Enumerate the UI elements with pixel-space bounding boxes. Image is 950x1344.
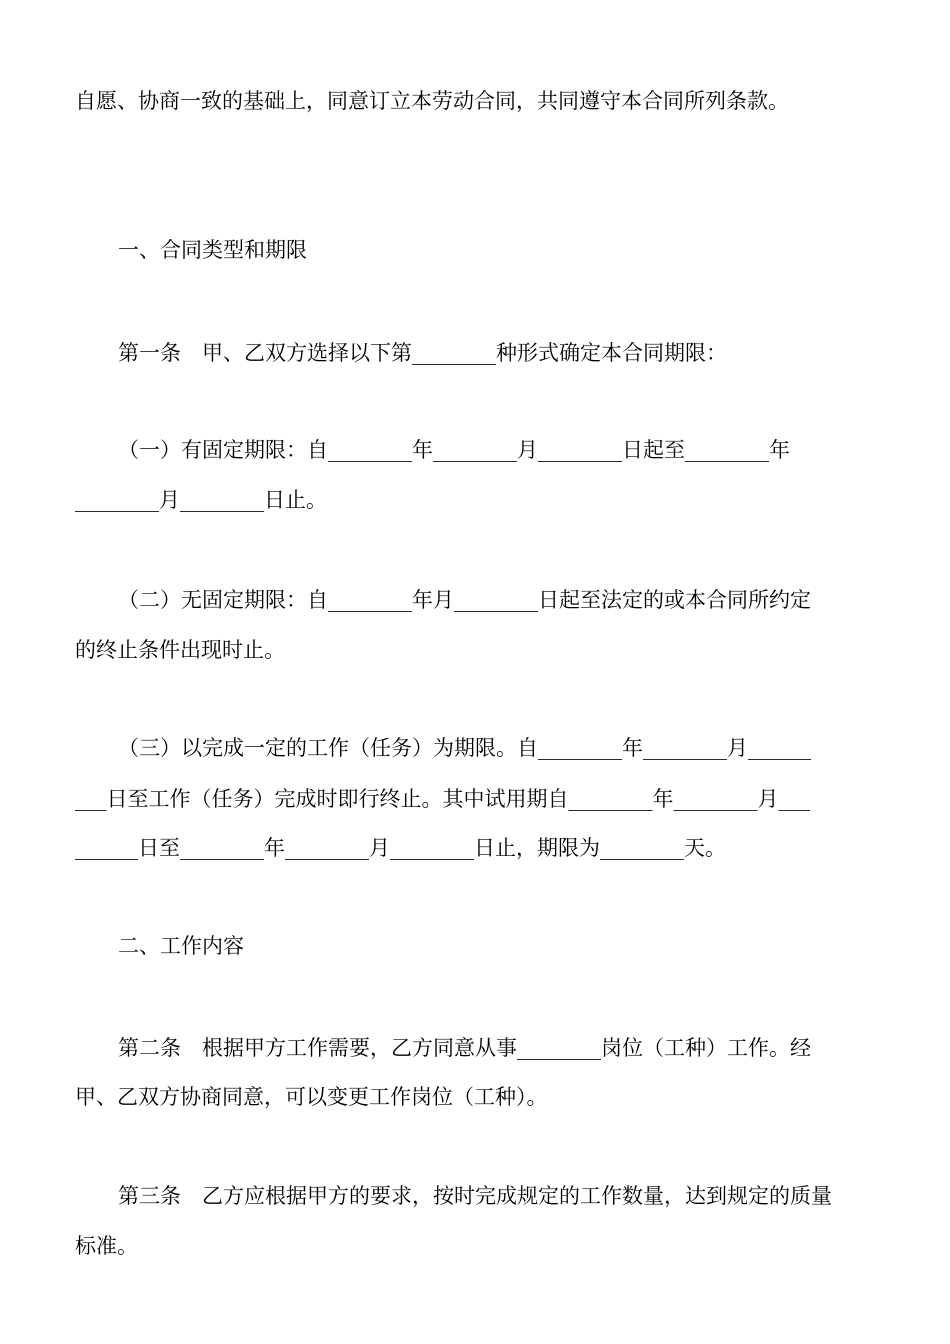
option-2-line-2: 的终止条件出现时止。 <box>75 638 285 662</box>
article-2-line-1: 第二条 根据甲方工作需要，乙方同意从事________岗位（工种）工作。经 <box>118 1036 811 1060</box>
option-1-line-1: （一）有固定期限：自________年________月________日起至________年 <box>118 438 790 462</box>
option-2-line-1: （二）无固定期限：自________年月________日起至法定的或本合同所约定 <box>118 588 811 612</box>
intro-line: 自愿、协商一致的基础上，同意订立本劳动合同，共同遵守本合同所列条款。 <box>75 89 789 113</box>
option-3-line-3: ______日至________年________月________日止，期限为________天。 <box>75 836 726 860</box>
section-heading-2: 二、工作内容 <box>118 934 244 958</box>
article-3-line-2: 标准。 <box>75 1234 138 1258</box>
option-1-line-2: ________月________日止。 <box>75 488 327 512</box>
section-heading-1: 一、合同类型和期限 <box>118 238 307 262</box>
article-1: 第一条 甲、乙双方选择以下第________种形式确定本合同期限： <box>118 341 727 365</box>
article-2-line-2: 甲、乙双方协商同意，可以变更工作岗位（工种）。 <box>75 1085 548 1109</box>
option-3-line-1: （三）以完成一定的工作（任务）为期限。自________年________月______ <box>118 736 811 760</box>
option-3-line-2: ___日至工作（任务）完成时即行终止。其中试用期自________年________月___ <box>75 787 810 811</box>
article-3-line-1: 第三条 乙方应根据甲方的要求，按时完成规定的工作数量，达到规定的质量 <box>118 1184 832 1208</box>
